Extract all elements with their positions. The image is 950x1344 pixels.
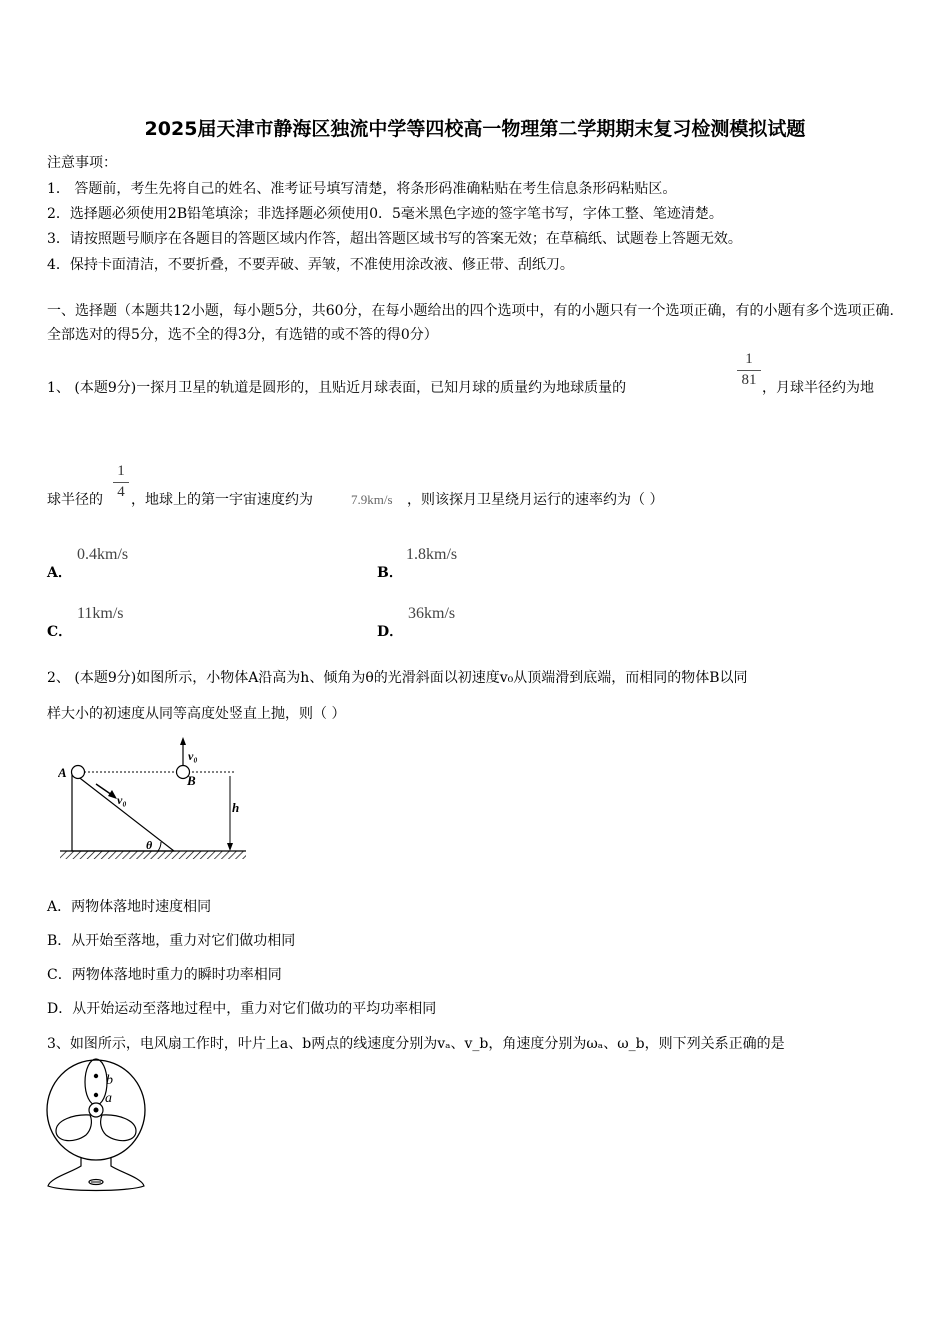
label-b: B [187,773,196,788]
page-title: 2025届天津市静海区独流中学等四校高一物理第二学期期末复习检测模拟试题 [144,118,806,140]
label-b: b [106,1073,113,1088]
fan-axis [94,1108,99,1113]
label-v0-up: v₀ [188,749,198,763]
option-b-label: B． [377,565,403,581]
fraction-1-81 [737,351,761,389]
option-b-value: 1.8km/s [406,546,458,563]
incline-diagram [58,732,248,864]
first-cosmic-speed: 7.9km/s [351,492,393,507]
q2-option-c: C．两物体落地时重力的瞬时功率相同 [47,967,282,983]
label-a: a [105,1091,112,1106]
fraction-numerator: 1 [117,463,125,479]
label-v0-slope: v₀ [117,793,127,807]
q2-option-b: B．从开始至落地，重力对它们做功相同 [47,933,296,949]
option-a-label: A． [47,565,72,581]
q1-stem-line2-end: ，则该探月卫星绕月运行的速率约为（ ） [407,492,664,508]
q1-stem-line1-end: ，月球半径约为地 [762,380,874,396]
section-heading: 一、选择题（本题共12小题，每小题5分，共60分，在每小题给出的四个选项中，有的小题只有一个选项正确，有的小题有多个选项正确.全部选对的得5分，选不全的得3分，有选错的或不答的得0分） [47,303,894,343]
fan-diagram [44,1058,154,1198]
fraction-1-4 [113,463,129,501]
fraction-denominator: 4 [113,482,129,501]
option-c-label: C． [47,624,73,640]
fraction-denominator: 81 [737,370,761,389]
label-theta: θ [146,838,153,852]
incline [72,772,174,851]
fan-blade-right [101,1115,136,1141]
ground-hatch [60,851,246,859]
object-a [72,766,85,779]
q2-option-d: D．从开始运动至落地过程中，重力对它们做功的平均功率相同 [47,1001,437,1017]
option-d-label: D． [377,624,404,640]
option-a-value: 0.4km/s [77,546,129,563]
fan-blade-left [56,1115,91,1141]
fan-blade-top [85,1059,107,1105]
fraction-numerator: 1 [745,351,753,367]
arrow-a-shaft [96,784,112,795]
label-h: h [232,800,240,815]
notice-item: 4．保持卡面清洁，不要折叠，不要弄破、弄皱，不准使用涂改液、修正带、刮纸刀。 [47,257,574,273]
angle-arc [158,842,161,851]
q1-stem-line2: 球半径的 [47,492,103,508]
point-a [94,1093,98,1097]
q2-stem-line2: 样大小的初速度从同等高度处竖直上抛，则（ ） [47,706,346,722]
height-arrow-head [227,843,233,851]
option-d-value: 36km/s [408,605,456,622]
fan-stand [48,1158,144,1191]
notice-item: 3．请按照题号顺序在各题目的答题区域内作答，超出答题区域书写的答案无效；在草稿纸、试题卷上答题无效。 [47,231,742,247]
arrow-a-head [108,790,117,799]
notice-item: 2．选择题必须使用2B铅笔填涂；非选择题必须使用0．5毫米黑色字迹的签字笔书写，字体工整、笔迹清楚。 [47,206,723,222]
q2-stem-line1: 2、 (本题9分)如图所示，小物体A沿高为h、倾角为θ的光滑斜面以初速度v₀从顶端滑到底端，而相同的物体B以同 [47,670,748,686]
q1-stem-line1: 1、 (本题9分)一探月卫星的轨道是圆形的，且贴近月球表面，已知月球的质量约为地球质量的 [47,380,627,396]
arrow-b-head [180,737,186,745]
notice-item: 1． 答题前，考生先将自己的姓名、准考证号填写清楚，将条形码准确粘贴在考生信息条形码粘贴区。 [47,181,677,197]
q2-option-a: A．两物体落地时速度相同 [47,899,212,915]
q3-stem-line1: 3、如图所示，电风扇工作时，叶片上a、b两点的线速度分别为vₐ、v_b，角速度分别为ωₐ、ω_b，则下列关系正确的是 [47,1036,785,1052]
q1-stem-line2-mid: ，地球上的第一宇宙速度约为 [131,492,313,508]
label-a: A [58,765,67,780]
point-b [94,1074,98,1078]
option-c-value: 11km/s [77,605,124,622]
notice-heading: 注意事项： [47,155,117,171]
